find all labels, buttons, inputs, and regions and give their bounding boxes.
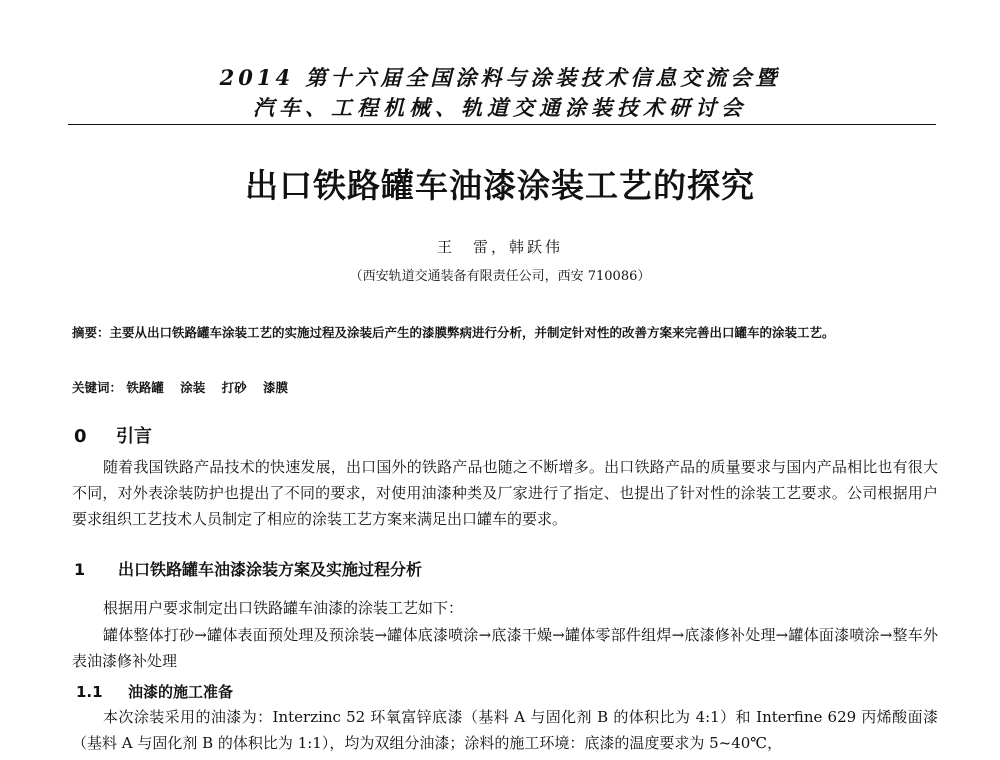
abstract-label: 摘要：: [72, 325, 110, 340]
section-1-heading: [74, 557, 422, 580]
section-number: 0: [74, 426, 87, 447]
subsection-1-1-paragraph: 本次涂装采用的油漆为：Interzinc 52 环氧富锌底漆（基料 A 与固化剂 B 的体积比为 4:1）和 Interfine 629 丙烯酸面漆（基料 A 与固化剂 B 的体积比为 1:1），均为双组分油漆；涂料的施工环境：底漆的温度要求为 5~40℃，: [72, 708, 938, 752]
section-number: 1: [74, 560, 86, 579]
paper-affiliation: （西安轨道交通装备有限责任公司，西安 710086）: [349, 269, 651, 284]
section-title: 出口铁路罐车油漆涂装方案及实施过程分析: [118, 560, 423, 579]
conference-header-line2: 汽车、工程机械、轨道交通涂装技术研讨会: [253, 95, 747, 120]
paper-authors: 王 雷，韩跃伟: [436, 238, 563, 256]
section-1-intro: 根据用户要求制定出口铁路罐车油漆的涂装工艺如下：: [103, 599, 464, 617]
conference-header-line1: 2014 第十六届全国涂料与涂装技术信息交流会暨: [219, 65, 781, 90]
keyword-item: 铁路罐: [126, 380, 164, 395]
subsection-1-1-heading: [76, 681, 233, 702]
keyword-item: 涂装: [180, 380, 206, 395]
keywords-label: 关键词：: [72, 380, 123, 395]
keywords: [72, 378, 934, 396]
section-1-process-flow: 罐体整体打砂→罐体表面预处理及预涂装→罐体底漆喷涂→底漆干燥→罐体零部件组焊→底漆修补处理→罐体面漆喷涂→整车外表油漆修补处理: [72, 626, 938, 670]
subsection-number: 1.1: [76, 683, 103, 701]
abstract: [72, 318, 934, 347]
section-0-heading: [74, 422, 152, 448]
header-divider: [68, 124, 936, 125]
keyword-item: 打砂: [221, 380, 247, 395]
section-0-paragraph: 随着我国铁路产品技术的快速发展，出口国外的铁路产品也随之不断增多。出口铁路产品的质量要求与国内产品相比也有很大不同，对外表涂装防护也提出了不同的要求，对使用油漆种类及厂家进行了指定、也提出了针对性的涂装工艺要求。公司根据用户要求组织工艺技术人员制定了相应的涂装工艺方案来满足出口罐车的要求。: [72, 458, 938, 528]
abstract-text: 主要从出口铁路罐车涂装工艺的实施过程及涂装后产生的漆膜弊病进行分析，并制定针对性的改善方案来完善出口罐车的涂装工艺。: [109, 325, 835, 340]
keyword-item: 漆膜: [263, 380, 289, 395]
subsection-title: 油漆的施工准备: [128, 683, 234, 701]
paper-title: 出口铁路罐车油漆涂装工艺的探究: [245, 166, 755, 205]
section-title: 引言: [116, 426, 152, 447]
